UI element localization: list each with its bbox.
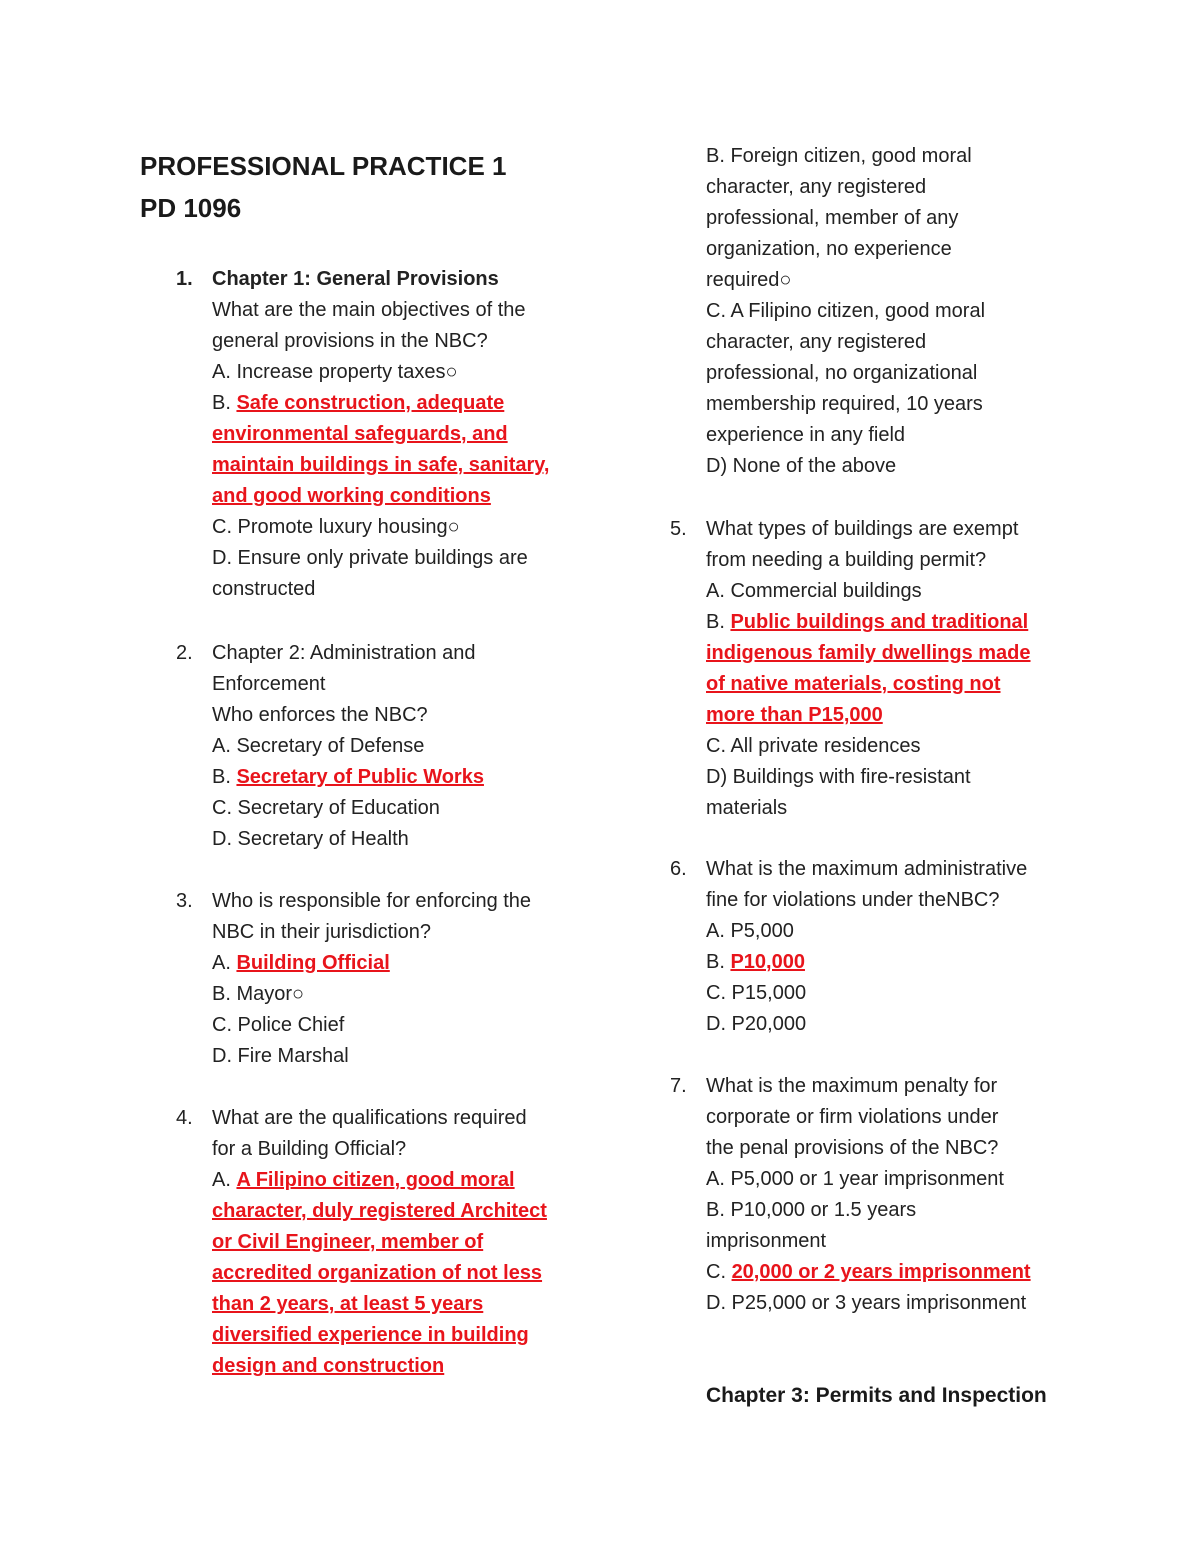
chapter-heading: Chapter 1: General Provisions	[212, 268, 499, 290]
correct-answer: environmental safeguards, and	[212, 423, 508, 445]
question-4	[176, 1103, 547, 1382]
correct-answer: 20,000 or 2 years imprisonment	[731, 1261, 1031, 1283]
correct-answer: more than P15,000	[706, 704, 883, 726]
option-c: character, any registered	[706, 331, 927, 353]
option-b: B. P10,000 or 1.5 years	[706, 1199, 917, 1221]
correct-answer: and good working conditions	[212, 485, 491, 507]
option-c: membership required, 10 years	[706, 393, 983, 415]
option-b: B. Foreign citizen, good moral	[706, 145, 972, 167]
option-c: C. A Filipino citizen, good moral	[706, 300, 986, 322]
question-text: Who is responsible for enforcing the	[212, 890, 532, 912]
correct-answer: design and construction	[212, 1355, 445, 1377]
chapter-heading: Chapter 2: Administration and	[212, 642, 476, 664]
question-number: 7.	[670, 1075, 687, 1097]
option-prefix: A.	[212, 1169, 237, 1191]
correct-answer: diversified experience in building	[212, 1324, 529, 1346]
question-5	[670, 514, 1031, 824]
option-a: A. P5,000 or 1 year imprisonment	[706, 1168, 1004, 1190]
option-a	[212, 1165, 547, 1196]
question-number: 5.	[670, 518, 687, 540]
question-4-continued	[706, 141, 985, 482]
question-text: Who enforces the NBC?	[212, 704, 428, 726]
option-a: A. Secretary of Defense	[212, 735, 425, 757]
correct-answer: Safe construction, adequate	[236, 392, 505, 414]
question-text: fine for violations under theNBC?	[706, 889, 1000, 911]
option-c: C. Police Chief	[212, 1014, 345, 1036]
question-text: What are the main objectives of the	[212, 299, 526, 321]
correct-answer: of native materials, costing not	[706, 673, 1001, 695]
option-b: imprisonment	[706, 1230, 827, 1252]
question-7	[670, 1071, 1031, 1319]
option-d: constructed	[212, 578, 316, 600]
option-d: D) Buildings with fire-resistant	[706, 766, 971, 788]
option-c: C. Promote luxury housing○	[212, 516, 460, 538]
option-d: D. P20,000	[706, 1013, 807, 1035]
option-a: A. Increase property taxes○	[212, 361, 458, 383]
question-text: corporate or firm violations under	[706, 1106, 999, 1128]
question-text: for a Building Official?	[212, 1138, 407, 1160]
option-b: required○	[706, 269, 792, 291]
option-a	[212, 948, 531, 979]
option-prefix: B.	[212, 392, 237, 414]
question-number: 6.	[670, 858, 687, 880]
question-text: What is the maximum administrative	[706, 858, 1028, 880]
title-line-2: PD 1096	[140, 193, 242, 223]
correct-answer: A Filipino citizen, good moral	[236, 1169, 515, 1191]
option-b	[706, 947, 1027, 978]
question-text: the penal provisions of the NBC?	[706, 1137, 999, 1159]
option-b: character, any registered	[706, 176, 927, 198]
next-chapter-heading: Chapter 3: Permits and Inspection	[706, 1384, 1047, 1407]
question-1	[176, 264, 550, 605]
question-text: What is the maximum penalty for	[706, 1075, 998, 1097]
option-b	[212, 762, 484, 793]
option-prefix: C.	[706, 1261, 732, 1283]
option-d: D. Secretary of Health	[212, 828, 409, 850]
option-c: C. All private residences	[706, 735, 921, 757]
option-a: A. P5,000	[706, 920, 794, 942]
option-b: professional, member of any	[706, 207, 959, 229]
option-d: D. P25,000 or 3 years imprisonment	[706, 1292, 1027, 1314]
question-text: What are the qualifications required	[212, 1107, 527, 1129]
question-number: 1.	[176, 268, 193, 290]
option-d: materials	[706, 797, 788, 819]
correct-answer: than 2 years, at least 5 years	[212, 1293, 484, 1315]
option-b: B. Mayor○	[212, 983, 305, 1005]
option-c: experience in any field	[706, 424, 906, 446]
option-b	[706, 607, 1031, 638]
option-prefix: B.	[706, 611, 731, 633]
correct-answer: Public buildings and traditional	[730, 611, 1029, 633]
chapter-heading: Enforcement	[212, 673, 326, 695]
option-prefix: A.	[212, 952, 237, 974]
question-text: from needing a building permit?	[706, 549, 987, 571]
option-c: C. Secretary of Education	[212, 797, 440, 819]
option-prefix: B.	[706, 951, 731, 973]
correct-answer: indigenous family dwellings made	[706, 642, 1031, 664]
correct-answer: accredited organization of not less	[212, 1262, 543, 1284]
question-number: 3.	[176, 890, 193, 912]
question-text: What types of buildings are exempt	[706, 518, 1019, 540]
correct-answer: maintain buildings in safe, sanitary,	[212, 454, 550, 476]
question-3	[176, 886, 532, 1072]
correct-answer: P10,000	[730, 951, 805, 973]
option-c: professional, no organizational	[706, 362, 978, 384]
option-d: D) None of the above	[706, 455, 897, 477]
question-number: 2.	[176, 642, 193, 664]
option-prefix: B.	[212, 766, 237, 788]
correct-answer: character, duly registered Architect	[212, 1200, 547, 1222]
question-number: 4.	[176, 1107, 193, 1129]
question-2	[176, 638, 484, 855]
option-b: organization, no experience	[706, 238, 952, 260]
option-d: D. Ensure only private buildings are	[212, 547, 528, 569]
document-title	[140, 145, 506, 229]
correct-answer: or Civil Engineer, member of	[212, 1231, 484, 1253]
correct-answer: Secretary of Public Works	[236, 766, 484, 788]
title-line-1: PROFESSIONAL PRACTICE 1	[140, 151, 507, 181]
correct-answer: Building Official	[236, 952, 390, 974]
question-6	[670, 854, 1028, 1040]
question-text: general provisions in the NBC?	[212, 330, 488, 352]
option-a: A. Commercial buildings	[706, 580, 922, 602]
option-c: C. P15,000	[706, 982, 807, 1004]
option-d: D. Fire Marshal	[212, 1045, 349, 1067]
question-text: NBC in their jurisdiction?	[212, 921, 431, 943]
option-c	[706, 1257, 1031, 1288]
option-b	[212, 388, 549, 419]
